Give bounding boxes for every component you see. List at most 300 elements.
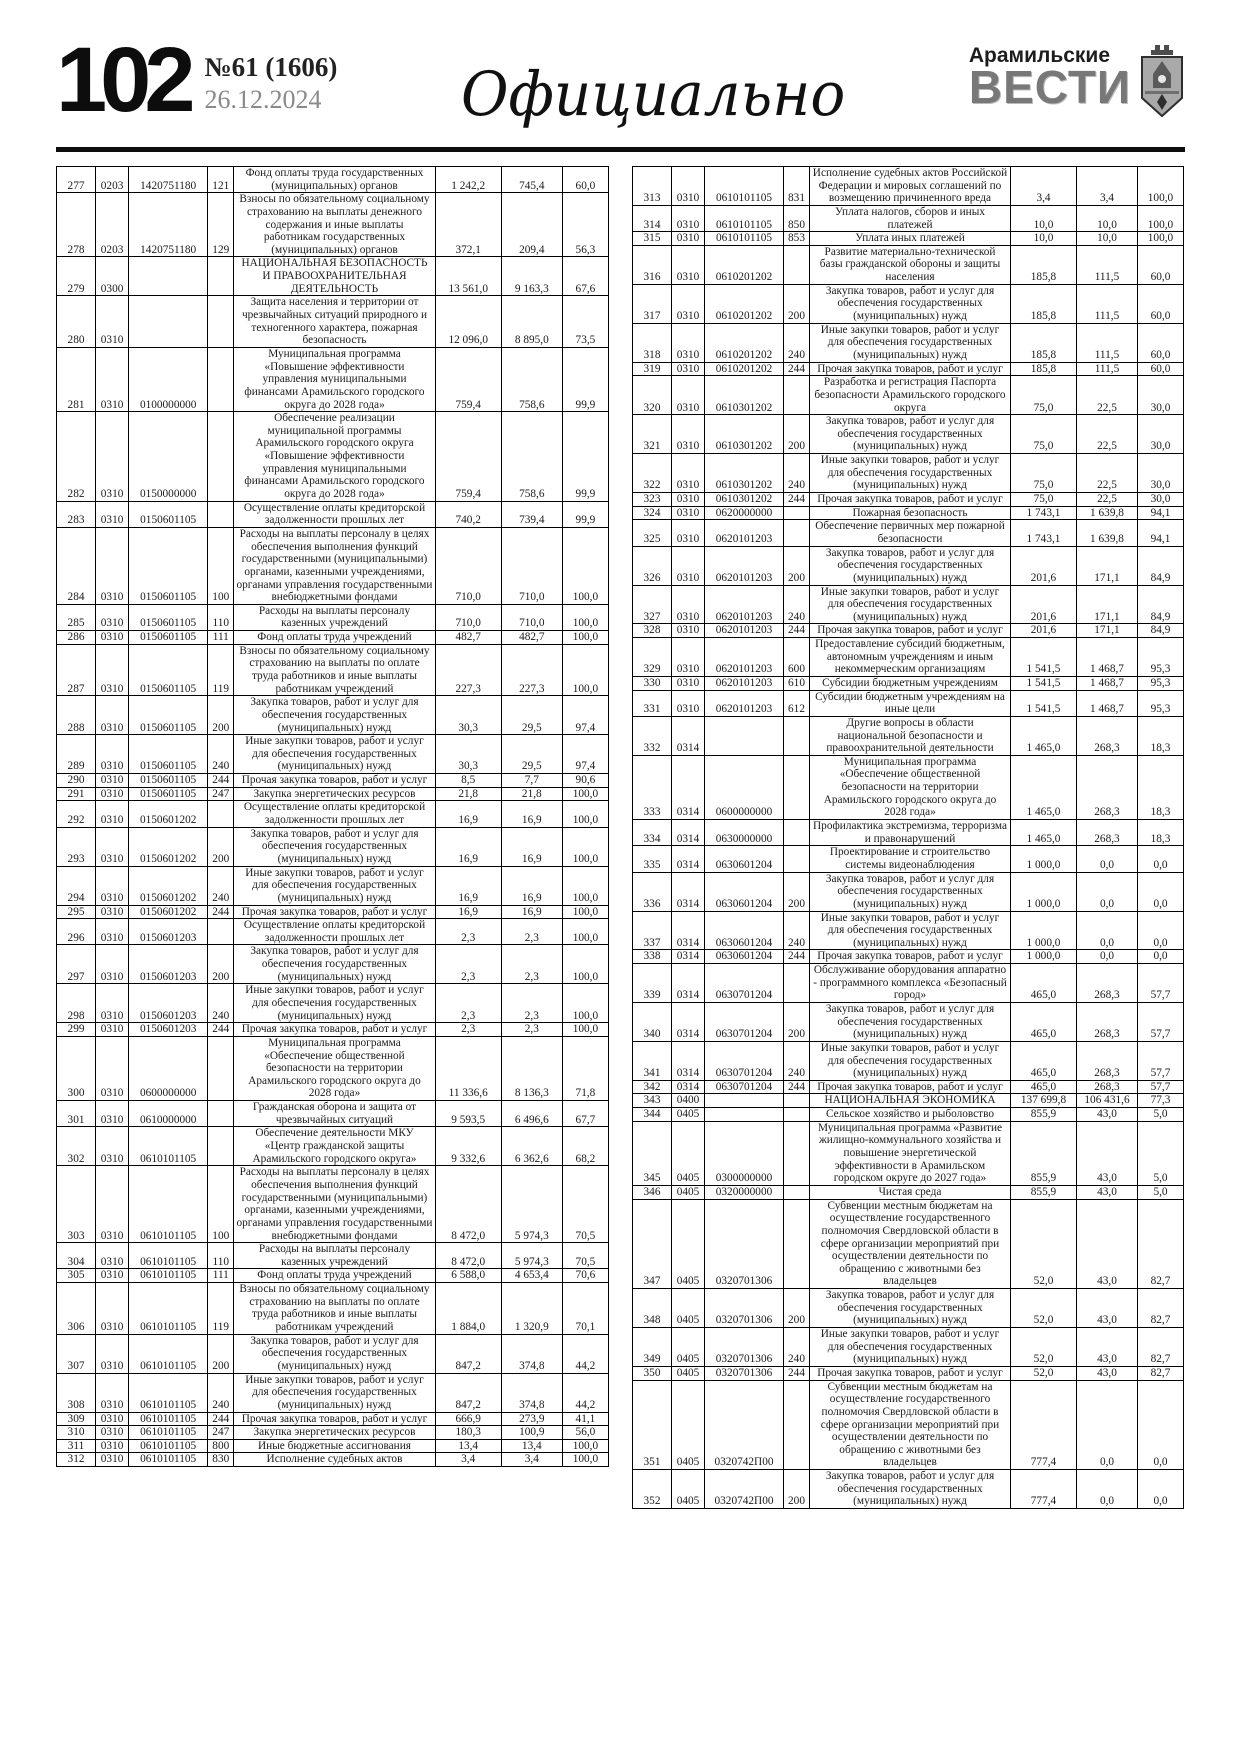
- description-cell: Сельское хозяйство и рыболовство: [810, 1108, 1011, 1122]
- description-cell: Иные закупки товаров, работ и услуг для обеспечения государственных (муниципальных) нужд: [810, 1041, 1011, 1080]
- executed-value-cell: 43,0: [1077, 1328, 1138, 1367]
- percent-value-cell: 57,7: [1138, 964, 1184, 1003]
- expense-type-cell: [784, 820, 810, 846]
- budget-table-row: [57, 945, 609, 984]
- executed-value-cell: 268,3: [1077, 1003, 1138, 1042]
- expense-type-cell: 200: [784, 546, 810, 585]
- row-index-cell: 311: [57, 1439, 96, 1453]
- executed-value-cell: 0,0: [1077, 1380, 1138, 1469]
- target-article-cell: 0150601105: [129, 787, 208, 801]
- description-cell: Иные закупки товаров, работ и услуг для обеспечения государственных (муниципальных) нужд: [810, 1328, 1011, 1367]
- executed-value-cell: 7,7: [501, 774, 562, 788]
- section-code-cell: 0310: [96, 1127, 129, 1166]
- target-article-cell: 0320701306: [705, 1366, 784, 1380]
- section-code-cell: 0310: [96, 787, 129, 801]
- expense-type-cell: 121: [208, 167, 234, 193]
- description-cell: Муниципальная программа «Обеспечение общественной безопасности на территории Арамильского городского округа до 2028 года»: [810, 755, 1011, 819]
- percent-value-cell: 70,1: [562, 1283, 608, 1335]
- row-index-cell: 299: [57, 1023, 96, 1037]
- newspaper-name-top: Арамильские: [968, 44, 1111, 67]
- executed-value-cell: 5 974,3: [501, 1166, 562, 1243]
- description-cell: НАЦИОНАЛЬНАЯ ЭКОНОМИКА: [810, 1094, 1011, 1108]
- section-code-cell: 0310: [96, 1426, 129, 1440]
- section-code-cell: 0310: [672, 362, 705, 376]
- approved-value-cell: 740,2: [435, 501, 501, 527]
- approved-value-cell: 16,9: [435, 905, 501, 919]
- row-index-cell: 297: [57, 945, 96, 984]
- executed-value-cell: 111,5: [1077, 362, 1138, 376]
- row-index-cell: 328: [633, 624, 672, 638]
- description-cell: Исполнение судебных актов Российской Федерации и мировых соглашений по возмещению причиненного вреда: [810, 167, 1011, 206]
- row-index-cell: 332: [633, 716, 672, 755]
- target-article-cell: 0150601105: [129, 696, 208, 735]
- approved-value-cell: 1 884,0: [435, 1283, 501, 1335]
- description-cell: Осуществление оплаты кредиторской задолженности прошлых лет: [234, 501, 435, 527]
- expense-type-cell: 240: [784, 454, 810, 493]
- expense-type-cell: 240: [784, 585, 810, 624]
- executed-value-cell: 106 431,6: [1077, 1094, 1138, 1108]
- description-cell: Защита населения и территории от чрезвычайных ситуаций природного и техногенного характера, пожарная безопасность: [234, 296, 435, 348]
- description-cell: Иные закупки товаров, работ и услуг для обеспечения государственных (муниципальных) нужд: [234, 1373, 435, 1412]
- approved-value-cell: 855,9: [1011, 1185, 1077, 1199]
- row-index-cell: 314: [633, 205, 672, 231]
- expense-type-cell: [784, 716, 810, 755]
- executed-value-cell: 1 320,9: [501, 1283, 562, 1335]
- section-code-cell: 0310: [96, 774, 129, 788]
- section-code-cell: 0405: [672, 1199, 705, 1288]
- executed-value-cell: 8 895,0: [501, 296, 562, 348]
- percent-value-cell: 18,3: [1138, 716, 1184, 755]
- target-article-cell: 0620101203: [705, 638, 784, 677]
- target-article-cell: 0610101105: [705, 167, 784, 206]
- row-index-cell: 310: [57, 1426, 96, 1440]
- section-code-cell: 0314: [672, 872, 705, 911]
- row-index-cell: 343: [633, 1094, 672, 1108]
- approved-value-cell: 21,8: [435, 787, 501, 801]
- approved-value-cell: 201,6: [1011, 624, 1077, 638]
- expense-type-cell: 100: [208, 1166, 234, 1243]
- target-article-cell: 0610101105: [129, 1283, 208, 1335]
- target-article-cell: 0610101105: [129, 1453, 208, 1467]
- approved-value-cell: 10,0: [1011, 205, 1077, 231]
- section-code-cell: 0310: [96, 1283, 129, 1335]
- expense-type-cell: 244: [208, 774, 234, 788]
- approved-value-cell: 137 699,8: [1011, 1094, 1077, 1108]
- approved-value-cell: 1 743,1: [1011, 506, 1077, 520]
- expense-type-cell: 244: [208, 1412, 234, 1426]
- budget-table-row: [633, 624, 1184, 638]
- section-code-cell: 0310: [672, 676, 705, 690]
- target-article-cell: 0150601202: [129, 827, 208, 866]
- executed-value-cell: 29,5: [501, 735, 562, 774]
- description-cell: Прочая закупка товаров, работ и услуг: [234, 1023, 435, 1037]
- expense-type-cell: [784, 1380, 810, 1469]
- approved-value-cell: 3,4: [1011, 167, 1077, 206]
- budget-table-row: [57, 1269, 609, 1283]
- expense-type-cell: [784, 1121, 810, 1185]
- description-cell: Взносы по обязательному социальному страхованию на выплаты по оплате труда работников и иные выплаты работникам учреждений: [234, 644, 435, 696]
- approved-value-cell: 1 541,5: [1011, 690, 1077, 716]
- percent-value-cell: 57,7: [1138, 1080, 1184, 1094]
- expense-type-cell: 200: [208, 696, 234, 735]
- approved-value-cell: 465,0: [1011, 1003, 1077, 1042]
- expense-type-cell: 200: [208, 945, 234, 984]
- executed-value-cell: 745,4: [501, 167, 562, 193]
- budget-table-row: [633, 1328, 1184, 1367]
- budget-table-row: [57, 905, 609, 919]
- budget-table-row: [633, 638, 1184, 677]
- target-article-cell: 0150601105: [129, 644, 208, 696]
- budget-table-row: [57, 1439, 609, 1453]
- approved-value-cell: 1 000,0: [1011, 846, 1077, 872]
- section-code-cell: 0314: [672, 911, 705, 950]
- target-article-cell: 0150601105: [129, 501, 208, 527]
- budget-table-row: [633, 415, 1184, 454]
- description-cell: Прочая закупка товаров, работ и услуг: [810, 624, 1011, 638]
- approved-value-cell: 2,3: [435, 919, 501, 945]
- approved-value-cell: 1 465,0: [1011, 820, 1077, 846]
- percent-value-cell: 57,7: [1138, 1041, 1184, 1080]
- budget-table-right: [632, 166, 1184, 1509]
- executed-value-cell: 0,0: [1077, 872, 1138, 911]
- budget-table-row: [633, 205, 1184, 231]
- budget-table-row: [57, 604, 609, 630]
- description-cell: Проектирование и строительство системы видеонаблюдения: [810, 846, 1011, 872]
- percent-value-cell: 95,3: [1138, 676, 1184, 690]
- section-code-cell: 0310: [672, 376, 705, 415]
- description-cell: Иные закупки товаров, работ и услуг для обеспечения государственных (муниципальных) нужд: [810, 911, 1011, 950]
- executed-value-cell: 273,9: [501, 1412, 562, 1426]
- budget-table-row: [633, 1121, 1184, 1185]
- budget-table-row: [633, 690, 1184, 716]
- approved-value-cell: 1 541,5: [1011, 638, 1077, 677]
- target-article-cell: [129, 296, 208, 348]
- approved-value-cell: 16,9: [435, 827, 501, 866]
- row-index-cell: 339: [633, 964, 672, 1003]
- section-code-cell: 0405: [672, 1366, 705, 1380]
- target-article-cell: 0150601203: [129, 984, 208, 1023]
- row-index-cell: 315: [633, 232, 672, 246]
- percent-value-cell: 90,6: [562, 774, 608, 788]
- target-article-cell: 0630701204: [705, 1003, 784, 1042]
- row-index-cell: 301: [57, 1101, 96, 1127]
- budget-table-row: [57, 866, 609, 905]
- expense-type-cell: 200: [784, 872, 810, 911]
- target-article-cell: 0610101105: [705, 205, 784, 231]
- executed-value-cell: 22,5: [1077, 415, 1138, 454]
- executed-value-cell: 1 468,7: [1077, 690, 1138, 716]
- percent-value-cell: 0,0: [1138, 950, 1184, 964]
- row-index-cell: 327: [633, 585, 672, 624]
- percent-value-cell: 56,0: [562, 1426, 608, 1440]
- expense-type-cell: 200: [784, 415, 810, 454]
- expense-type-cell: 129: [208, 193, 234, 257]
- budget-table-row: [57, 644, 609, 696]
- description-cell: Закупка товаров, работ и услуг для обеспечения государственных (муниципальных) нужд: [810, 872, 1011, 911]
- percent-value-cell: 30,0: [1138, 493, 1184, 507]
- description-cell: Обеспечение первичных мер пожарной безопасности: [810, 520, 1011, 546]
- section-code-cell: 0310: [96, 1453, 129, 1467]
- description-cell: Иные закупки товаров, работ и услуг для обеспечения государственных (муниципальных) нужд: [234, 866, 435, 905]
- approved-value-cell: 1 465,0: [1011, 716, 1077, 755]
- executed-value-cell: 710,0: [501, 604, 562, 630]
- description-cell: Прочая закупка товаров, работ и услуг: [810, 1366, 1011, 1380]
- section-code-cell: 0400: [672, 1094, 705, 1108]
- section-code-cell: 0310: [96, 919, 129, 945]
- approved-value-cell: 185,8: [1011, 284, 1077, 323]
- expense-type-cell: 200: [208, 827, 234, 866]
- target-article-cell: 0620101203: [705, 690, 784, 716]
- page-header: [56, 0, 1185, 142]
- budget-table-row: [633, 1041, 1184, 1080]
- description-cell: Закупка товаров, работ и услуг для обеспечения государственных (муниципальных) нужд: [810, 1003, 1011, 1042]
- percent-value-cell: 30,0: [1138, 454, 1184, 493]
- target-article-cell: 0150601203: [129, 919, 208, 945]
- row-index-cell: 346: [633, 1185, 672, 1199]
- description-cell: Фонд оплаты труда учреждений: [234, 1269, 435, 1283]
- section-code-cell: 0405: [672, 1470, 705, 1509]
- approved-value-cell: 16,9: [435, 801, 501, 827]
- section-code-cell: 0405: [672, 1328, 705, 1367]
- row-index-cell: 324: [633, 506, 672, 520]
- section-code-cell: 0314: [672, 1041, 705, 1080]
- percent-value-cell: 84,9: [1138, 585, 1184, 624]
- expense-type-cell: 240: [208, 735, 234, 774]
- target-article-cell: 0630000000: [705, 820, 784, 846]
- budget-table-row: [57, 1373, 609, 1412]
- executed-value-cell: 268,3: [1077, 1080, 1138, 1094]
- description-cell: Закупка товаров, работ и услуг для обеспечения государственных (муниципальных) нужд: [810, 546, 1011, 585]
- expense-type-cell: 850: [784, 205, 810, 231]
- section-code-cell: 0203: [96, 193, 129, 257]
- executed-value-cell: 111,5: [1077, 323, 1138, 362]
- executed-value-cell: 268,3: [1077, 755, 1138, 819]
- budget-table-row: [633, 245, 1184, 284]
- section-code-cell: 0405: [672, 1108, 705, 1122]
- row-index-cell: 281: [57, 347, 96, 411]
- percent-value-cell: 82,7: [1138, 1366, 1184, 1380]
- row-index-cell: 323: [633, 493, 672, 507]
- approved-value-cell: 75,0: [1011, 376, 1077, 415]
- approved-value-cell: 180,3: [435, 1426, 501, 1440]
- description-cell: Прочая закупка товаров, работ и услуг: [810, 1080, 1011, 1094]
- target-article-cell: 0320742П00: [705, 1380, 784, 1469]
- budget-table-row: [57, 1023, 609, 1037]
- approved-value-cell: 8 472,0: [435, 1166, 501, 1243]
- percent-value-cell: 100,0: [562, 787, 608, 801]
- row-index-cell: 302: [57, 1127, 96, 1166]
- approved-value-cell: 855,9: [1011, 1108, 1077, 1122]
- target-article-cell: 0150601105: [129, 735, 208, 774]
- section-code-cell: 0310: [96, 801, 129, 827]
- row-index-cell: 334: [633, 820, 672, 846]
- percent-value-cell: 67,7: [562, 1101, 608, 1127]
- row-index-cell: 318: [633, 323, 672, 362]
- executed-value-cell: 1 468,7: [1077, 638, 1138, 677]
- budget-table-row: [633, 284, 1184, 323]
- row-index-cell: 287: [57, 644, 96, 696]
- budget-table-row: [633, 1080, 1184, 1094]
- target-article-cell: 0620101203: [705, 585, 784, 624]
- percent-value-cell: 57,7: [1138, 1003, 1184, 1042]
- approved-value-cell: 6 588,0: [435, 1269, 501, 1283]
- description-cell: Закупка товаров, работ и услуг для обеспечения государственных (муниципальных) нужд: [810, 1289, 1011, 1328]
- row-index-cell: 321: [633, 415, 672, 454]
- target-article-cell: 0610201202: [705, 362, 784, 376]
- target-article-cell: 0300000000: [705, 1121, 784, 1185]
- description-cell: Прочая закупка товаров, работ и услуг: [234, 905, 435, 919]
- description-cell: Взносы по обязательному социальному страхованию на выплаты денежного содержания и иные выплаты работникам государственных (муниципальных) органов: [234, 193, 435, 257]
- section-code-cell: 0310: [672, 546, 705, 585]
- executed-value-cell: 43,0: [1077, 1121, 1138, 1185]
- section-code-cell: 0314: [672, 755, 705, 819]
- row-index-cell: 352: [633, 1470, 672, 1509]
- executed-value-cell: 0,0: [1077, 950, 1138, 964]
- expense-type-cell: 200: [784, 1470, 810, 1509]
- budget-table-row: [57, 1243, 609, 1269]
- description-cell: Развитие материально-технической базы гражданской обороны и защиты населения: [810, 245, 1011, 284]
- expense-type-cell: 830: [208, 1453, 234, 1467]
- description-cell: Обслуживание оборудования аппаратно - программного комплекса «Безопасный город»: [810, 964, 1011, 1003]
- budget-table-row: [57, 1453, 609, 1467]
- percent-value-cell: 97,4: [562, 696, 608, 735]
- budget-table-row: [57, 527, 609, 604]
- description-cell: Закупка товаров, работ и услуг для обеспечения государственных (муниципальных) нужд: [234, 696, 435, 735]
- budget-table-row: [633, 846, 1184, 872]
- budget-table-row: [57, 1283, 609, 1335]
- row-index-cell: 292: [57, 801, 96, 827]
- expense-type-cell: 240: [208, 1373, 234, 1412]
- percent-value-cell: 18,3: [1138, 820, 1184, 846]
- percent-value-cell: 5,0: [1138, 1185, 1184, 1199]
- percent-value-cell: 100,0: [562, 801, 608, 827]
- executed-value-cell: 10,0: [1077, 205, 1138, 231]
- percent-value-cell: 100,0: [562, 919, 608, 945]
- section-code-cell: 0310: [672, 624, 705, 638]
- percent-value-cell: 44,2: [562, 1334, 608, 1373]
- row-index-cell: 298: [57, 984, 96, 1023]
- executed-value-cell: 1 468,7: [1077, 676, 1138, 690]
- executed-value-cell: 374,8: [501, 1373, 562, 1412]
- expense-type-cell: 244: [784, 493, 810, 507]
- expense-type-cell: [784, 1199, 810, 1288]
- section-code-cell: 0310: [96, 1036, 129, 1100]
- percent-value-cell: 60,0: [1138, 245, 1184, 284]
- budget-table-row: [633, 585, 1184, 624]
- expense-type-cell: 853: [784, 232, 810, 246]
- row-index-cell: 295: [57, 905, 96, 919]
- executed-value-cell: 3,4: [1077, 167, 1138, 206]
- target-article-cell: 0150601105: [129, 631, 208, 645]
- expense-type-cell: 600: [784, 638, 810, 677]
- target-article-cell: 0600000000: [705, 755, 784, 819]
- approved-value-cell: 8,5: [435, 774, 501, 788]
- row-index-cell: 308: [57, 1373, 96, 1412]
- expense-type-cell: [208, 1127, 234, 1166]
- approved-value-cell: 9 332,6: [435, 1127, 501, 1166]
- approved-value-cell: 52,0: [1011, 1289, 1077, 1328]
- approved-value-cell: 13,4: [435, 1439, 501, 1453]
- description-cell: Прочая закупка товаров, работ и услуг: [234, 774, 435, 788]
- target-article-cell: 0610101105: [129, 1426, 208, 1440]
- row-index-cell: 278: [57, 193, 96, 257]
- target-article-cell: 0150601105: [129, 527, 208, 604]
- budget-table-row: [57, 735, 609, 774]
- approved-value-cell: 1 242,2: [435, 167, 501, 193]
- section-code-cell: 0310: [96, 412, 129, 501]
- target-article-cell: 0630601204: [705, 872, 784, 911]
- section-code-cell: 0300: [96, 257, 129, 296]
- row-index-cell: 344: [633, 1108, 672, 1122]
- approved-value-cell: 12 096,0: [435, 296, 501, 348]
- description-cell: Расходы на выплаты персоналу казенных учреждений: [234, 1243, 435, 1269]
- target-article-cell: 0150601105: [129, 604, 208, 630]
- row-index-cell: 316: [633, 245, 672, 284]
- section-code-cell: 0310: [672, 167, 705, 206]
- row-index-cell: 351: [633, 1380, 672, 1469]
- executed-value-cell: 21,8: [501, 787, 562, 801]
- executed-value-cell: 2,3: [501, 919, 562, 945]
- newspaper-name-bottom: ВЕСТИ: [968, 61, 1131, 113]
- section-code-cell: 0314: [672, 964, 705, 1003]
- issue-block: [205, 52, 338, 115]
- percent-value-cell: 82,7: [1138, 1328, 1184, 1367]
- percent-value-cell: 100,0: [562, 644, 608, 696]
- percent-value-cell: 100,0: [562, 945, 608, 984]
- section-code-cell: 0310: [672, 506, 705, 520]
- budget-table-row: [633, 376, 1184, 415]
- percent-value-cell: 71,8: [562, 1036, 608, 1100]
- target-article-cell: 0100000000: [129, 347, 208, 411]
- budget-table-row: [633, 520, 1184, 546]
- approved-value-cell: 52,0: [1011, 1366, 1077, 1380]
- executed-value-cell: 374,8: [501, 1334, 562, 1373]
- budget-table-row: [633, 1094, 1184, 1108]
- target-article-cell: 0610101105: [129, 1243, 208, 1269]
- row-index-cell: 306: [57, 1283, 96, 1335]
- executed-value-cell: 8 136,3: [501, 1036, 562, 1100]
- section-code-cell: 0314: [672, 846, 705, 872]
- percent-value-cell: 100,0: [1138, 205, 1184, 231]
- row-index-cell: 303: [57, 1166, 96, 1243]
- budget-table-row: [633, 323, 1184, 362]
- description-cell: Взносы по обязательному социальному страхованию на выплаты по оплате труда работников и иные выплаты работникам учреждений: [234, 1283, 435, 1335]
- budget-table-row: [57, 827, 609, 866]
- budget-table-row: [57, 1101, 609, 1127]
- description-cell: Осуществление оплаты кредиторской задолженности прошлых лет: [234, 919, 435, 945]
- section-code-cell: 0405: [672, 1121, 705, 1185]
- budget-table-row: [57, 347, 609, 411]
- expense-type-cell: 247: [208, 1426, 234, 1440]
- row-index-cell: 330: [633, 676, 672, 690]
- budget-table-row: [633, 1199, 1184, 1288]
- target-article-cell: 0610301202: [705, 415, 784, 454]
- budget-table-row: [57, 1166, 609, 1243]
- target-article-cell: 1420751180: [129, 193, 208, 257]
- section-code-cell: 0314: [672, 820, 705, 846]
- description-cell: Обеспечение деятельности МКУ «Центр гражданской защиты Арамильского городского округа»: [234, 1127, 435, 1166]
- executed-value-cell: 6 496,6: [501, 1101, 562, 1127]
- row-index-cell: 284: [57, 527, 96, 604]
- approved-value-cell: 9 593,5: [435, 1101, 501, 1127]
- description-cell: Закупка товаров, работ и услуг для обеспечения государственных (муниципальных) нужд: [234, 945, 435, 984]
- budget-table-row: [633, 964, 1184, 1003]
- expense-type-cell: 244: [784, 624, 810, 638]
- executed-value-cell: 22,5: [1077, 493, 1138, 507]
- budget-table-row: [633, 755, 1184, 819]
- target-article-cell: 0620101203: [705, 676, 784, 690]
- target-article-cell: 0620000000: [705, 506, 784, 520]
